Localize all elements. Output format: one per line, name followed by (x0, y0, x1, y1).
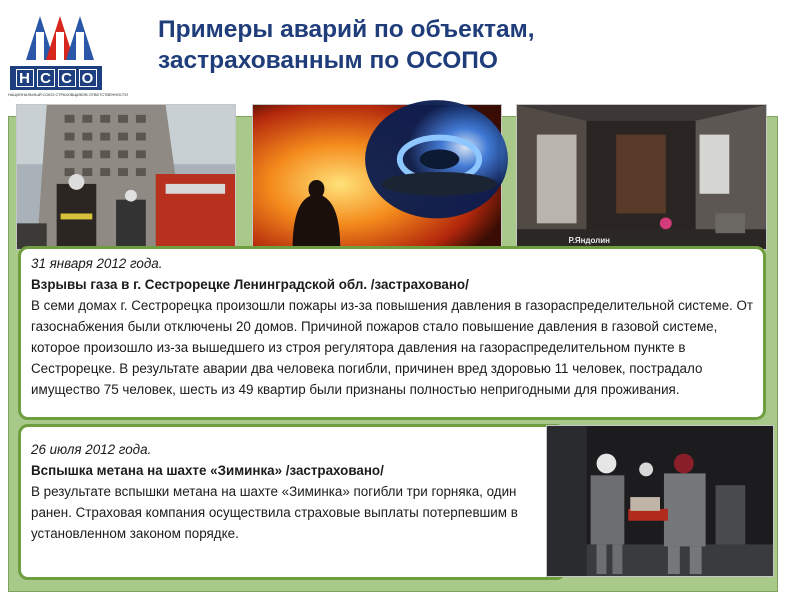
photo-firefighters (16, 104, 236, 250)
photo-burned-interior (516, 104, 767, 250)
page-title (158, 14, 718, 76)
logo-letter: О (79, 69, 97, 87)
case-1-date: 31 января 2012 года. (31, 256, 163, 271)
case-2-box (18, 424, 566, 580)
logo-letter: С (58, 69, 76, 87)
logo-emblem-icon (6, 10, 106, 66)
case-1-box (18, 246, 766, 420)
logo-letter: Н (16, 69, 34, 87)
logo-subtitle: НАЦИОНАЛЬНЫЙ СОЮЗ СТРАХОВЩИКОВ ОТВЕТСТВЕННОСТИ (8, 92, 128, 97)
photo-credit: Р.Яндолин (568, 236, 610, 245)
page-title-line-2: застрахованным по ОСОПО (158, 47, 498, 74)
photo-miners (546, 425, 774, 577)
case-2-body: В результате вспышки метана на шахте «Зиминка» погибли три горняка, один ранен. Страховая компания осуществила страховые выплаты потерпевшим в установленном законом порядке. (31, 484, 518, 541)
case-2-date: 26 июля 2012 года. (31, 442, 152, 457)
case-1-headline: Взрывы газа в г. Сестрорецке Ленинградской обл. /застраховано/ (31, 277, 469, 292)
nsso-logo (6, 10, 128, 97)
photo-gas-fire (252, 104, 502, 250)
case-2-headline: Вспышка метана на шахте «Зиминка» /застраховано/ (31, 463, 384, 478)
logo-wordmark (10, 66, 102, 90)
logo-letter: С (37, 69, 55, 87)
page-title-line-1: Примеры аварий по объектам, (158, 16, 535, 43)
case-1-body: В семи домах г. Сестрорецка произошли пожары из-за повышения давления в газораспределительной системе. От газоснабжения были отключены 20 домов. Причиной пожаров стало повышение давления в газовой системе, которое произошло из-за вышедшего из строя регулятора давления на газораспределительном пункте в Сестрорецке. В результате аварии два человека погибли, причинен вред здоровью 11 человек, пострадало имущество 75 человек, шесть из 49 квартир были признаны полностью непригодными для проживания. (31, 298, 754, 397)
